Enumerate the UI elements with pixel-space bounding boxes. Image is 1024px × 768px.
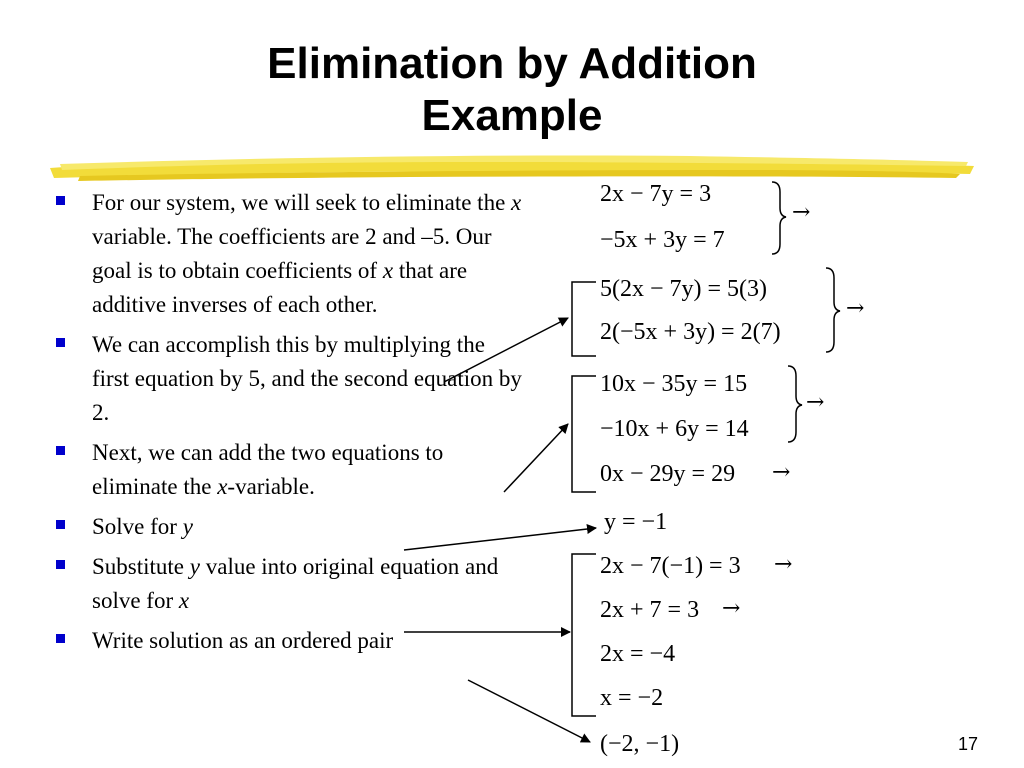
- right-arrow-icon: →: [722, 596, 741, 621]
- bullet-3-var-x: x: [217, 474, 228, 499]
- bullet-5-text-b: value into original equation and solve for: [92, 554, 499, 613]
- bullet-5-var-x: x: [178, 588, 190, 613]
- bullet-1-text-b: variable. The coefficients are 2 and –5. Our goal is to obtain coefficients of: [92, 224, 492, 283]
- page-number: 17: [957, 734, 978, 754]
- equation-system-2: −5x + 3y = 7: [600, 227, 725, 253]
- bullet-6-text: Write solution as an ordered pair: [92, 628, 394, 653]
- equation-sum-1: 10x − 35y = 15: [600, 371, 748, 397]
- bullet-5-var-y: y: [189, 554, 200, 579]
- equation-sum-result: 0x − 29y = 29: [600, 461, 736, 487]
- equation-y-value: y = −1: [604, 509, 668, 535]
- bullet-1-var-x2: x: [382, 258, 394, 283]
- equation-system-1: 2x − 7y = 3: [600, 181, 712, 207]
- bullet-5-text-a: Substitute: [92, 554, 190, 579]
- bullet-2-text: We can accomplish this by multiplying the first equation by 5, and the second equation by 2.: [92, 332, 522, 425]
- equation-sub-2: 2x + 7 = 3: [600, 597, 700, 623]
- title-line-2: Example: [421, 91, 603, 140]
- equation-sum-2: −10x + 6y = 14: [600, 416, 749, 442]
- bullet-3-text-a: Next, we can add the two equations to eliminate the: [92, 440, 444, 499]
- equation-sub-3: 2x = −4: [600, 641, 676, 667]
- equation-mult-1: 5(2x − 7y) = 5(3): [600, 276, 768, 302]
- bullet-1-text-c: that are additive inverses of each other.: [92, 258, 468, 317]
- equation-mult-2: 2(−5x + 3y) = 2(7): [600, 319, 781, 345]
- equation-sub-1: 2x − 7(−1) = 3: [600, 553, 741, 579]
- right-arrow-icon: →: [772, 460, 791, 485]
- bullet-4-var-y: y: [182, 514, 193, 539]
- bullet-1-text-a: For our system, we will seek to eliminate the: [92, 190, 512, 215]
- right-arrow-icon: →: [846, 296, 865, 321]
- bullet-3-text-b: -variable.: [227, 474, 315, 499]
- title-line-1: Elimination by Addition: [267, 39, 757, 88]
- right-arrow-icon: →: [806, 390, 825, 415]
- right-arrow-icon: →: [792, 200, 811, 225]
- bullet-1-var-x: x: [511, 190, 522, 215]
- equation-sub-4: x = −2: [600, 685, 664, 711]
- equation-solution: (−2, −1): [600, 731, 680, 757]
- right-arrow-icon: →: [774, 552, 793, 577]
- bullet-4-text-a: Solve for: [92, 514, 183, 539]
